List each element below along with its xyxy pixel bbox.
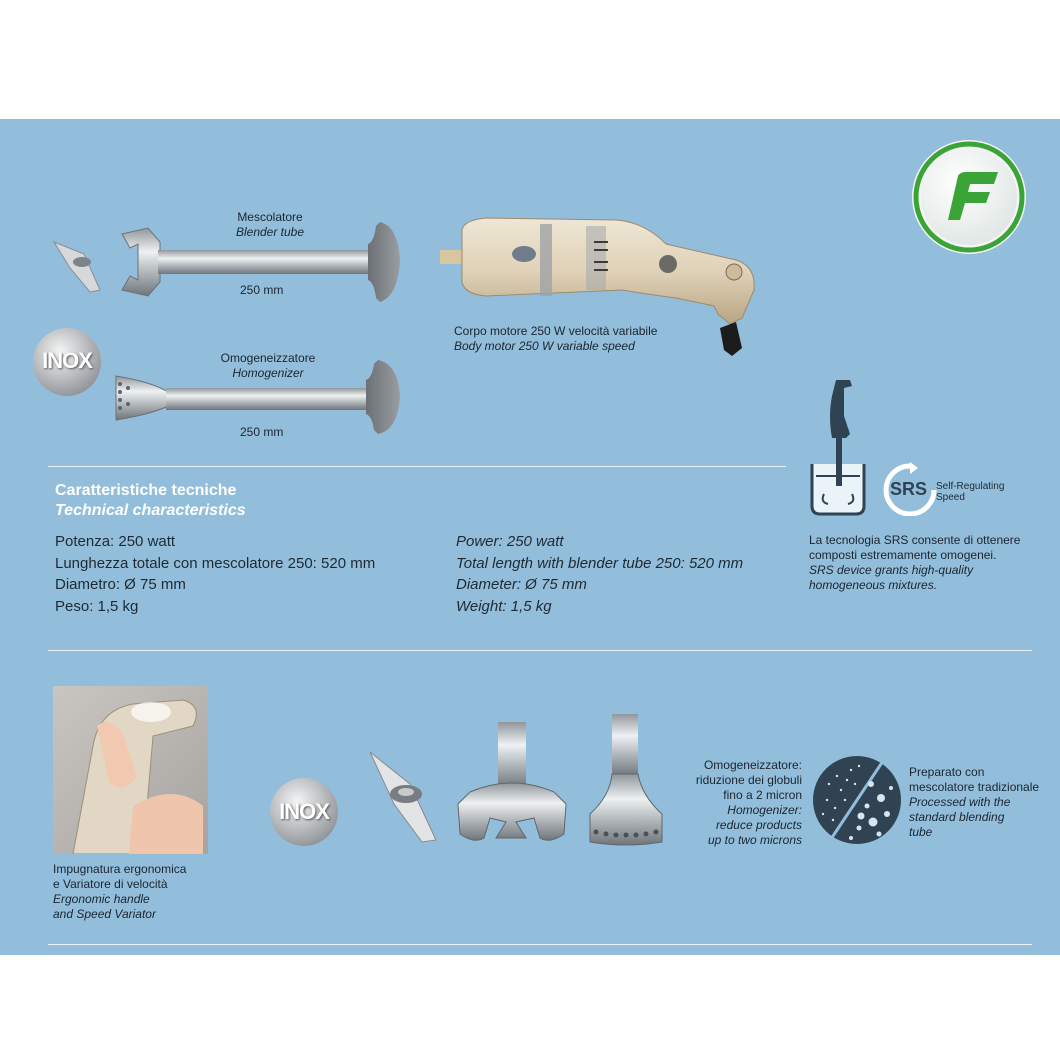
particle-comparison-icon: [811, 754, 903, 846]
traditional-5: tube: [909, 825, 933, 839]
tech-title: Caratteristiche tecniche: [55, 482, 237, 499]
srs-blender-icon: [806, 376, 870, 516]
homog-note-6: up to two microns: [707, 833, 802, 847]
traditional-4: standard blending: [909, 810, 1005, 824]
specs-en: [456, 531, 743, 617]
inox-badge-top: [28, 326, 106, 398]
spec-it-length: Lunghezza totale con mescolatore 250: 520 mm: [55, 554, 376, 572]
traditional-3: Processed with the: [909, 795, 1011, 809]
inox-badge-top-text: INOX: [42, 348, 92, 373]
homogenizer-head-image: [586, 714, 666, 848]
inox-badge-bottom: [268, 776, 340, 848]
traditional-1: Preparato con: [909, 765, 985, 779]
spec-en-length: Total length with blender tube 250: 520 mm: [456, 554, 744, 572]
handle-photo: [53, 686, 208, 854]
blade-image: [366, 744, 442, 844]
motor-label-en: Body motor 250 W variable speed: [454, 339, 635, 353]
homog-note-1: Omogeneizzatore:: [703, 758, 802, 772]
handle-label-2: e Variatore di velocità: [53, 877, 168, 891]
specs-it: [55, 531, 375, 617]
srs-logo-sub-1: Self-Regulating: [936, 481, 1005, 492]
srs-desc-en-2: homogeneous mixtures.: [809, 578, 938, 592]
srs-logo-sub-2: Speed: [936, 492, 965, 503]
tech-title-en: Technical characteristics: [55, 502, 246, 519]
homog-note-2: riduzione dei globuli: [695, 773, 802, 787]
spec-en-power: Power: 250 watt: [456, 533, 564, 550]
blender-tube-label-en: Blender tube: [235, 225, 305, 239]
blender-tube-label: Mescolatore: [237, 210, 303, 224]
srs-desc-it-2: composti estremamente omogenei.: [809, 548, 997, 562]
srs-desc-it-1: La tecnologia SRS consente di ottenere: [809, 533, 1021, 547]
spec-en-diameter: Diameter: Ø 75 mm: [456, 576, 587, 593]
homogenizer-label: Omogeneizzatore: [220, 351, 316, 365]
blender-tube-length: 250 mm: [240, 283, 284, 297]
srs-logo-text: SRS: [890, 479, 928, 499]
divider-top: [48, 466, 786, 467]
handle-label-3: Ergonomic handle: [53, 892, 150, 906]
srs-logo: [880, 462, 940, 516]
spec-it-power: Potenza: 250 watt: [55, 533, 176, 550]
homog-note-5: reduce products: [715, 818, 802, 832]
spec-en-weight: Weight: 1,5 kg: [456, 597, 552, 615]
spec-it-weight: Peso: 1,5 kg: [55, 597, 139, 615]
homogenizer-label-en: Homogenizer: [232, 366, 304, 380]
divider-middle: [48, 650, 1032, 651]
traditional-2: mescolatore tradizionale: [909, 780, 1040, 794]
handle-label-1: Impugnatura ergonomica: [53, 862, 187, 876]
inox-badge-bottom-text: INOX: [279, 799, 329, 824]
spec-it-diameter: Diametro: Ø 75 mm: [55, 576, 186, 593]
divider-bottom: [48, 944, 1032, 945]
brand-logo: [910, 138, 1028, 256]
homog-note-3: fino a 2 micron: [723, 788, 802, 802]
homog-note-4: Homogenizer:: [727, 803, 802, 817]
motor-label: Corpo motore 250 W velocità variabile: [454, 324, 658, 338]
homogenizer-length: 250 mm: [240, 425, 284, 439]
handle-label-4: and Speed Variator: [53, 907, 156, 921]
blender-head-image: [456, 722, 568, 848]
blender-blade-image: [50, 228, 105, 296]
srs-desc-en-1: SRS device grants high-quality: [809, 563, 974, 577]
